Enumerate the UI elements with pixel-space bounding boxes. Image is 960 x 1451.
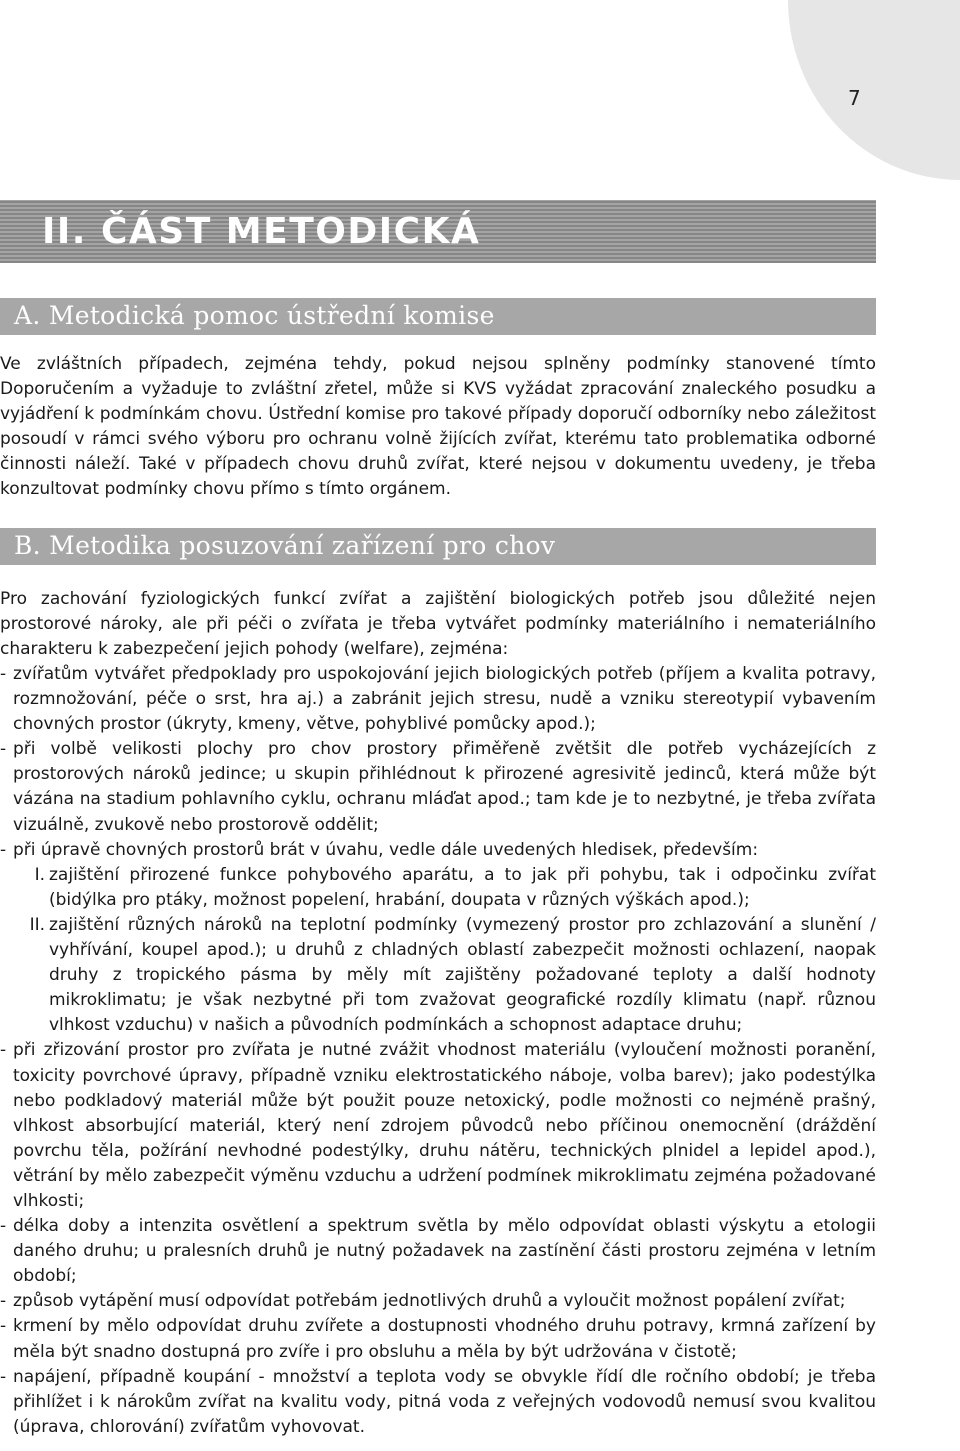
list-dash: - (0, 664, 7, 684)
list-item (0, 662, 876, 737)
sub-list (13, 863, 876, 1039)
list-item-text: při volbě velikosti plochy pro chov prostory přiměřeně zvětšit dle potřeb vycházejících z prostorových nároků jedince; u skupin přihlédnout k přirozené agresivitě jedinců, která může být vázána na stadium pohlavního cyklu, ochranu mláďat apod.; tam kde je to nezbytné, je třeba zvířata vizuálně, zvukově nebo prostorově oddělit; (13, 739, 876, 835)
list-item (0, 1365, 876, 1440)
roman-marker: II. (29, 914, 45, 935)
requirements-list (0, 662, 876, 1440)
corner-leaf-decoration (788, 0, 960, 180)
section-a-heading-bar (0, 298, 876, 335)
part-title: II. ČÁST METODICKÁ (42, 211, 481, 252)
list-dash: - (0, 1040, 7, 1061)
list-item-text: napájení, případně koupání - množství a teplota vody se obvykle řídí dle ročního období; je třeba přihlížet i k nárokům zvířat na kvalitu vody, pitná voda z veřejných vodovodů nemusí svou kvalitou (úprava, chlorování) zvířatům vyhovovat. (13, 1366, 876, 1437)
list-dash: - (0, 1366, 7, 1387)
section-a-paragraph: Ve zvláštních případech, zejména tehdy, pokud nejsou splněny podmínky stanovené tímto Doporučením a vyžaduje to zvláštní zřetel, může si KVS vyžádat zpracování znaleckého posudku a vyjádření k podmínkám chovu. Ústřední komise pro takové případy doporučí odborníky nebo záležitost posoudí v rámci svého výboru pro ochranu volně žijících zvířat, kterému tato problematika odborné činnosti náleží. Také v případech chovu druhů zvířat, které nejsou v dokumentu uvedeny, je třeba konzultovat podmínky chovu přímo s tímto orgánem. (0, 354, 876, 499)
list-item (0, 1038, 876, 1214)
list-dash: - (0, 1291, 7, 1312)
list-item-text: při zřizování prostor pro zvířata je nutné zvážit vhodnost materiálu (vyloučení možnosti poranění, toxicity povrchové úpravy, případně vzniku elektrostatického náboje, volba barev); jako podestýlka nebo podkladový materiál může být použit pouze netoxický, podle možnosti co nejméně prašný, vlhkost absorbující materiál, který není zdrojem původců nebo příčinou onemocnění (dráždění povrchu těla, požírání nevhodné podestýlky, druhu nátěru, technických plnidel a lepidel apod.), větrání by mělo zabezpečit výměnu vzduchu a udržení podmínek mikroklimatu zejména požadované vlhkosti; (13, 1040, 876, 1211)
section-b-heading-bar (0, 528, 876, 565)
list-dash: - (0, 739, 7, 760)
list-item-text: při úpravě chovných prostorů brát v úvahu, vedle dále uvedených hledisek, především: (13, 839, 759, 860)
section-b-intro: Pro zachování fyziologických funkcí zvířat a zajištění biologických potřeb jsou důležité nejen prostorové nároky, ale při péči o zvířata je třeba vytvářet podmínky materiálního i nemateriálního charakteru k zabezpečení jejich pohody (welfare), zejména: (0, 589, 876, 659)
list-item (0, 1314, 876, 1364)
page-number: 7 (848, 86, 861, 110)
sub-list-item-text: zajištění různých nároků na teplotní podmínky (vymezený prostor pro zchlazování a slunění / vyhřívání, koupel apod.); u druhů z chladných oblastí zabezpečit možnosti ochlazení, naopak druhy z tropického pásma by měly mít zajištěny požadované teploty a další hodnoty mikroklimatu; je však nezbytné při tom zvažovat geografické rozdíly klimatu (např. různou vlhkost vzduchu) v našich a původních podmínkách a schopnost adaptace druhu; (49, 914, 876, 1036)
list-item-text: způsob vytápění musí odpovídat potřebám jednotlivých druhů a vyloučit možnost popálení zvířat; (13, 1291, 846, 1312)
section-b-heading: B. Metodika posuzování zařízení pro chov (14, 531, 556, 560)
roman-marker: I. (34, 864, 45, 885)
list-dash: - (0, 1216, 7, 1237)
list-item-text: zvířatům vytvářet předpoklady pro uspokojování jejich biologických potřeb (příjem a kvalita potravy, rozmnožování, péče o srst, hra aj.) a zabránit jejich stresu, nudě a vzniku stereotypií vybavením chovných prostor (úkryty, kmeny, větve, pohyblivé pomůcky apod.); (13, 664, 876, 735)
list-item (0, 1289, 876, 1314)
list-item-text: krmení by mělo odpovídat druhu zvířete a dostupnosti vhodného druhu potravy, krmná zařízení by měla být snadno dostupná pro zvíře i pro obsluhu a měla by být udržována v čistotě; (13, 1316, 876, 1362)
sub-list-item (29, 913, 876, 1038)
sub-list-item-text: zajištění přirozené funkce pohybového aparátu, a to jak při pohybu, tak i odpočinku zvířat (bidýlka pro ptáky, možnost popelení, hrabání, doupata v různých výškách apod.); (49, 864, 876, 910)
sub-list-item (34, 863, 876, 913)
list-item (0, 838, 876, 1039)
part-title-bar (0, 200, 876, 263)
list-dash: - (0, 1316, 7, 1337)
list-dash: - (0, 839, 7, 860)
list-item (0, 1214, 876, 1289)
section-a-heading: A. Metodická pomoc ústřední komise (14, 301, 495, 330)
list-item-text: délka doby a intenzita osvětlení a spektrum světla by mělo odpovídat oblasti výskytu a etologii daného druhu; u pralesních druhů je nutný požadavek na zastínění části prostoru zejména v letním období; (13, 1216, 876, 1287)
list-item (0, 737, 876, 837)
